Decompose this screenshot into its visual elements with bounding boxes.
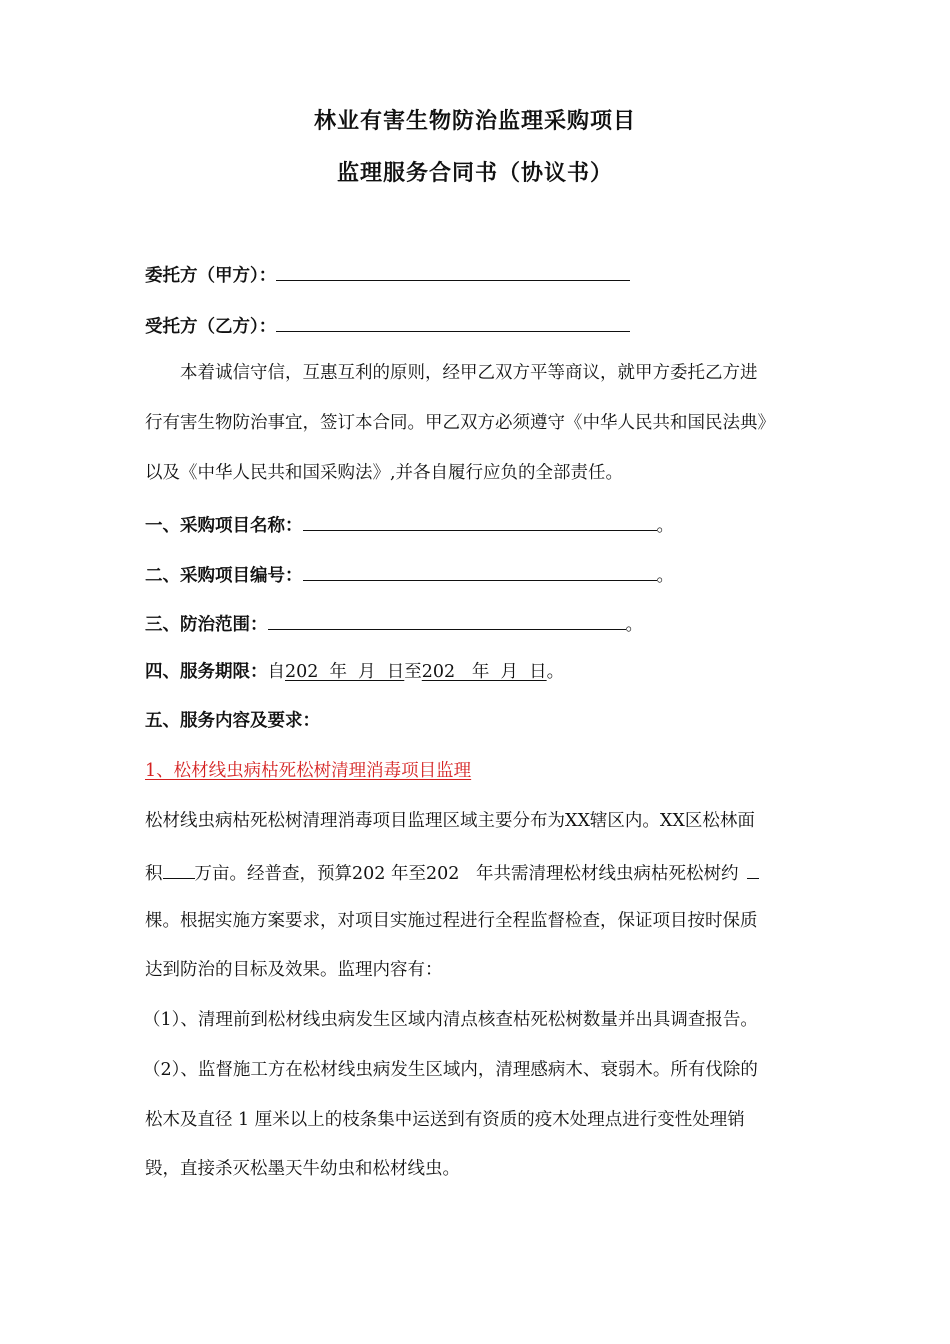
item-1-text-2a: 积 <box>145 864 163 884</box>
section-4-label: 四、服务期限： <box>145 662 268 682</box>
sub-2-text-2: 松木及直径 1 厘米以上的枝条集中运送到有资质的疫木处理点进行变性处理销 <box>145 1110 745 1130</box>
end-date[interactable]: 202 年 月 日 <box>421 662 547 682</box>
period-mark: 。 <box>656 516 674 536</box>
client-party-blank[interactable] <box>276 258 630 281</box>
section-5-label: 五、服务内容及要求： <box>145 711 320 731</box>
section-2-label: 二、采购项目编号： <box>145 566 303 586</box>
item-1-sub-2-line-3 <box>145 1154 460 1184</box>
item-1-line-1 <box>145 806 810 836</box>
sub-2-text-3: 毁，直接杀灭松墨天牛幼虫和松材线虫。 <box>145 1159 460 1179</box>
section-3-label: 三、防治范围： <box>145 615 268 635</box>
control-scope-blank[interactable] <box>268 607 626 630</box>
contractor-party-row <box>145 309 630 339</box>
preamble-text-3: 以及《中华人民共和国采购法》,并各自履行应负的全部责任。 <box>145 463 624 483</box>
preamble-text-2: 行有害生物防治事宜，签订本合同。甲乙双方必须遵守《中华人民共和国民法典》 <box>145 413 775 433</box>
item-1-line-3 <box>145 906 810 936</box>
contractor-party-blank[interactable] <box>276 309 630 332</box>
document-title: 林业有害生物防治监理采购项目 <box>313 109 636 134</box>
item-1-text-1: 松材线虫病枯死松树清理消毒项目监理区域主要分布为XX辖区内。XX区松林面 <box>145 811 755 831</box>
to-text: 至 <box>404 662 422 682</box>
section-1-label: 一、采购项目名称： <box>145 516 303 536</box>
start-date[interactable]: 202 年 月 日 <box>285 662 405 682</box>
item-1-text-2b: 万亩。经普查，预算202 年至202 年共需清理松材线虫病枯死松树约 <box>194 864 739 884</box>
document-subtitle: 监理服务合同书（协议书） <box>336 161 613 186</box>
item-1-sub-2-line-1 <box>143 1055 811 1085</box>
preamble-line-1 <box>180 358 808 388</box>
item-1-text-4: 达到防治的目标及效果。监理内容有： <box>145 960 443 980</box>
section-1-row <box>145 508 674 538</box>
section-2-row <box>145 558 674 588</box>
item-1-text-3: 棵。根据实施方案要求，对项目实施过程进行全程监督检查，保证项目按时保质 <box>145 911 758 931</box>
item-1-sub-1: （1）、清理前到松材线虫病发生区域内清点核查枯死松树数量并出具调查报告。 <box>143 1010 758 1030</box>
period-mark: 。 <box>625 615 643 635</box>
contractor-party-label: 受托方（乙方）： <box>145 317 277 337</box>
item-1-line-4 <box>145 955 443 985</box>
from-text: 自 <box>267 662 285 682</box>
item-1-heading: 1、松材线虫病枯死松树清理消毒项目监理 <box>145 761 472 781</box>
client-party-row <box>145 258 630 288</box>
preamble-line-3 <box>145 458 623 488</box>
item-1-line-2 <box>145 856 759 886</box>
preamble-text-1: 本着诚信守信，互惠互利的原则，经甲乙双方平等商议，就甲方委托乙方进 <box>180 363 758 383</box>
client-party-label: 委托方（甲方）： <box>145 266 277 286</box>
item-1-sub-2-line-2 <box>145 1105 810 1135</box>
section-3-row <box>145 607 643 637</box>
preamble-line-2 <box>145 408 810 438</box>
forest-area-blank[interactable] <box>163 856 195 879</box>
project-name-blank[interactable] <box>303 508 657 531</box>
tree-count-blank[interactable] <box>747 856 759 879</box>
period-mark: 。 <box>656 566 674 586</box>
period-mark: 。 <box>546 662 565 682</box>
sub-2-text-1: （2）、监督施工方在松材线虫病发生区域内，清理感病木、衰弱木。所有伐除的 <box>143 1060 758 1080</box>
section-4-row <box>145 657 564 687</box>
project-number-blank[interactable] <box>303 558 657 581</box>
